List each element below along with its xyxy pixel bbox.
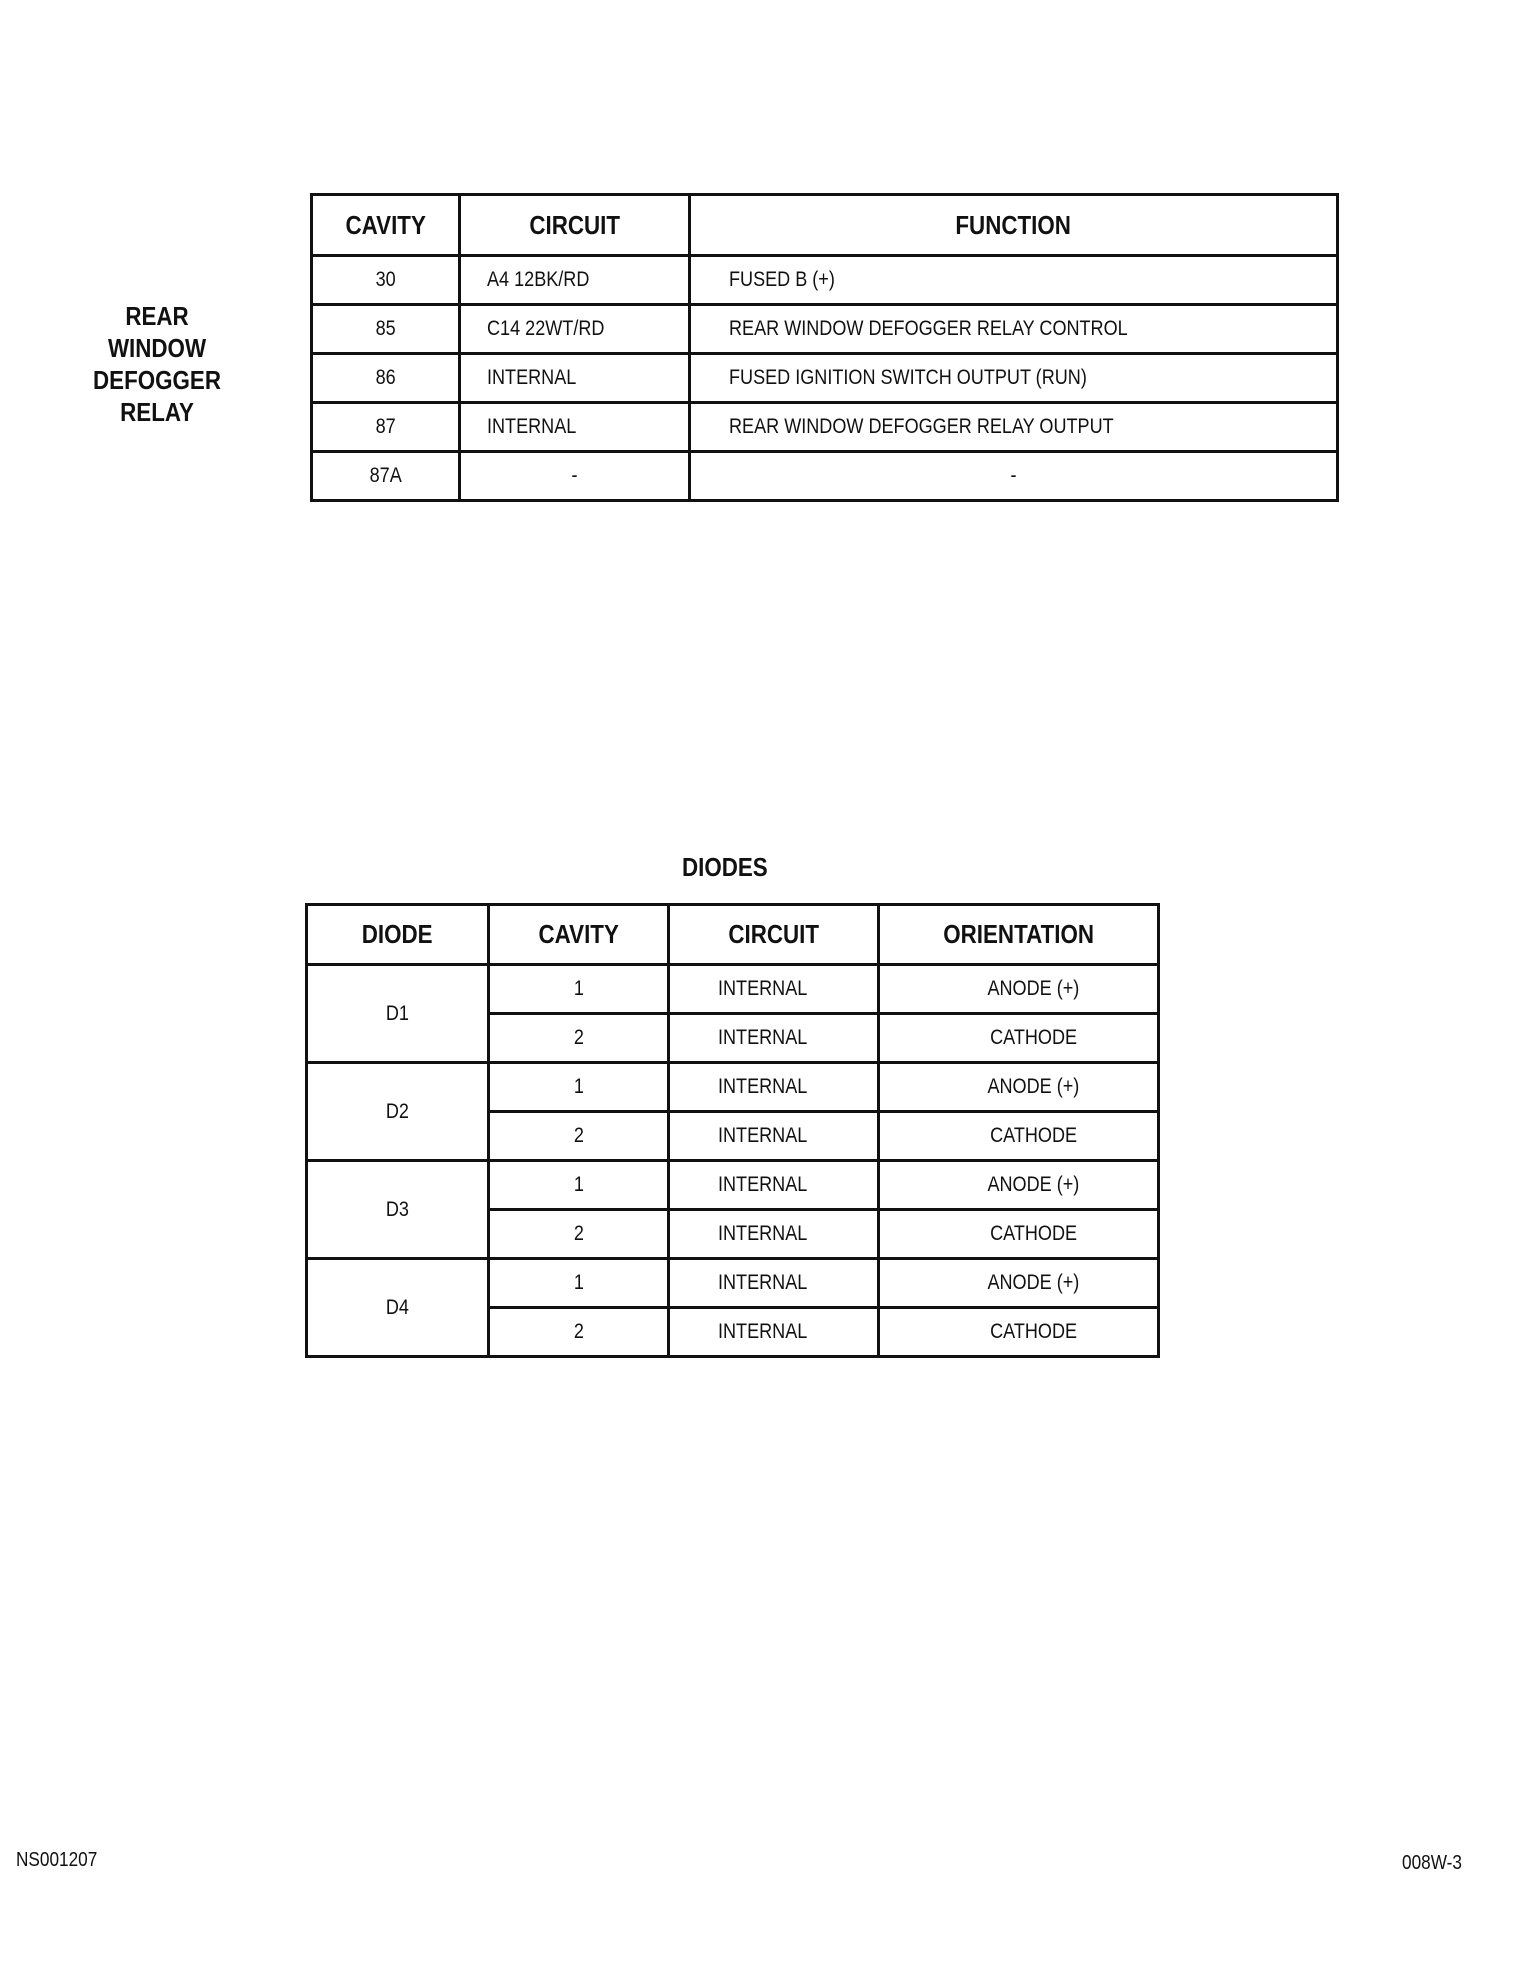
orientation-cell: CATHODE — [879, 1308, 1159, 1357]
cavity-cell: 85 — [312, 305, 460, 354]
table-row — [312, 452, 1338, 501]
diode-cell: D2 — [307, 1063, 489, 1161]
table-row — [312, 403, 1338, 452]
circuit-cell: INTERNAL — [460, 403, 690, 452]
diodes-title: DIODES — [682, 852, 768, 882]
circuit-cell: INTERNAL — [669, 1014, 879, 1063]
orientation-cell: CATHODE — [879, 1210, 1159, 1259]
circuit-cell: INTERNAL — [669, 1112, 879, 1161]
table-row — [312, 305, 1338, 354]
orientation-cell: CATHODE — [879, 1014, 1159, 1063]
cavity-cell: 2 — [489, 1210, 669, 1259]
cavity-cell: 87A — [312, 452, 460, 501]
circuit-cell: INTERNAL — [669, 1308, 879, 1357]
relay-label-line: RELAY — [120, 397, 194, 427]
cavity-cell: 1 — [489, 1259, 669, 1308]
document-id: NS001207 — [16, 1849, 98, 1871]
cavity-cell: 86 — [312, 354, 460, 403]
cavity-cell: 1 — [489, 965, 669, 1014]
orientation-cell: ANODE (+) — [879, 1063, 1159, 1112]
function-cell: - — [690, 452, 1338, 501]
circuit-cell: INTERNAL — [669, 1161, 879, 1210]
function-cell: REAR WINDOW DEFOGGER RELAY OUTPUT — [690, 403, 1338, 452]
circuit-cell: - — [460, 452, 690, 501]
column-header-orientation: ORIENTATION — [879, 905, 1159, 965]
circuit-cell: INTERNAL — [669, 1063, 879, 1112]
table-row — [312, 256, 1338, 305]
cavity-cell: 2 — [489, 1308, 669, 1357]
relay-label — [75, 300, 238, 428]
cavity-cell: 2 — [489, 1112, 669, 1161]
table-row — [307, 1161, 1159, 1210]
function-cell: FUSED B (+) — [690, 256, 1338, 305]
column-header-cavity: CAVITY — [312, 195, 460, 256]
diode-cell: D3 — [307, 1161, 489, 1259]
column-header-circuit: CIRCUIT — [460, 195, 690, 256]
column-header-diode: DIODE — [307, 905, 489, 965]
circuit-cell: INTERNAL — [669, 1259, 879, 1308]
orientation-cell: ANODE (+) — [879, 1161, 1159, 1210]
column-header-cavity: CAVITY — [489, 905, 669, 965]
table-row — [307, 965, 1159, 1014]
relay-label-line: DEFOGGER — [93, 365, 221, 395]
cavity-cell: 1 — [489, 1161, 669, 1210]
orientation-cell: CATHODE — [879, 1112, 1159, 1161]
function-cell: REAR WINDOW DEFOGGER RELAY CONTROL — [690, 305, 1338, 354]
relay-pinout-table — [310, 193, 1339, 502]
cavity-cell: 30 — [312, 256, 460, 305]
table-row — [307, 1259, 1159, 1308]
circuit-cell: INTERNAL — [460, 354, 690, 403]
table-header-row — [312, 195, 1338, 256]
cavity-cell: 1 — [489, 1063, 669, 1112]
relay-label-line: REAR — [125, 301, 189, 331]
column-header-circuit: CIRCUIT — [669, 905, 879, 965]
orientation-cell: ANODE (+) — [879, 965, 1159, 1014]
circuit-cell: A4 12BK/RD — [460, 256, 690, 305]
cavity-cell: 87 — [312, 403, 460, 452]
function-cell: FUSED IGNITION SWITCH OUTPUT (RUN) — [690, 354, 1338, 403]
column-header-function: FUNCTION — [690, 195, 1338, 256]
table-row — [312, 354, 1338, 403]
table-row — [307, 1063, 1159, 1112]
circuit-cell: INTERNAL — [669, 965, 879, 1014]
relay-label-line: WINDOW — [107, 333, 207, 363]
cavity-cell: 2 — [489, 1014, 669, 1063]
diode-cell: D4 — [307, 1259, 489, 1357]
orientation-cell: ANODE (+) — [879, 1259, 1159, 1308]
circuit-cell: C14 22WT/RD — [460, 305, 690, 354]
table-header-row — [307, 905, 1159, 965]
diode-cell: D1 — [307, 965, 489, 1063]
diodes-table — [305, 903, 1160, 1358]
circuit-cell: INTERNAL — [669, 1210, 879, 1259]
page-number: 008W-3 — [1402, 1852, 1462, 1874]
